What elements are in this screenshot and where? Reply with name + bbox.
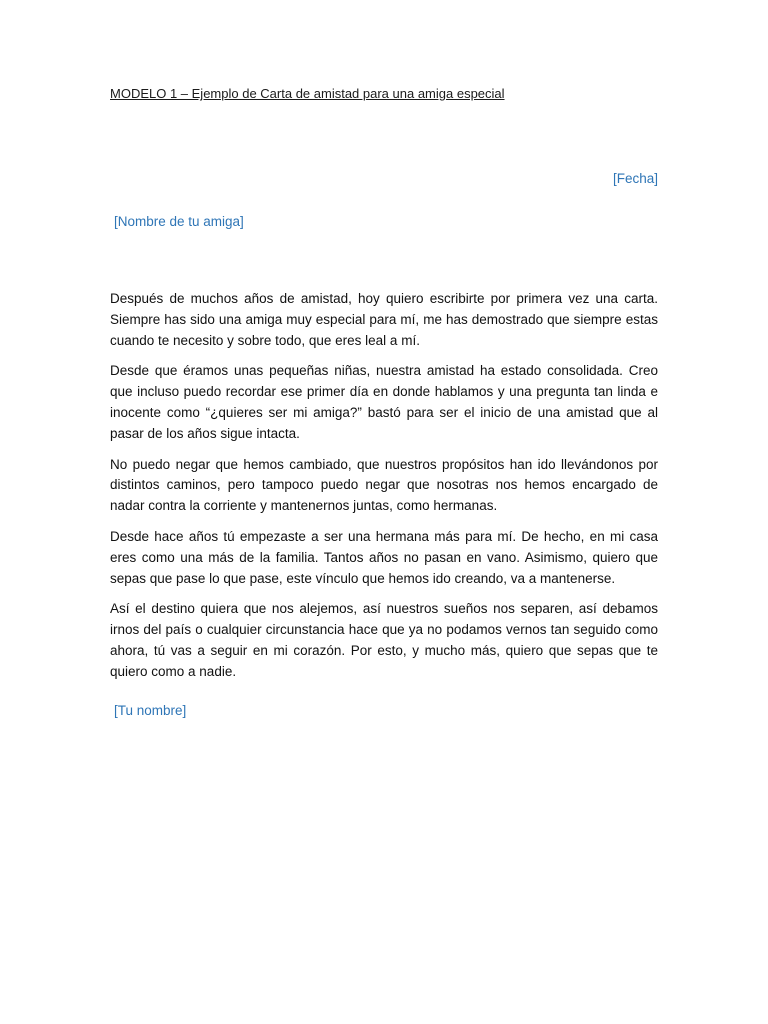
friend-name-placeholder: [Nombre de tu amiga] [114,214,244,229]
document-title: MODELO 1 – Ejemplo de Carta de amistad para una amiga especial [110,86,505,101]
letter-paragraph-2: Desde que éramos unas pequeñas niñas, nuestra amistad ha estado consolidada. Creo que incluso puedo recordar ese primer día en donde hablamos y una pregunta tan linda e inocente como “¿quieres ser mi amiga?” bastó para ser el inicio de una amistad que al pasar de los años sigue intacta. [110,363,658,441]
letter-paragraph-1: Después de muchos años de amistad, hoy quiero escribirte por primera vez una carta. Siempre has sido una amiga muy especial para mí, me has demostrado que siempre estas cuando te necesito y sobre todo, que eres leal a mí. [110,291,658,348]
letter-paragraph-3: No puedo negar que hemos cambiado, que nuestros propósitos han ido llevándonos por distintos caminos, pero tampoco puedo negar que nosotras nos hemos encargado de nadar contra la corriente y mantenernos juntas, como hermanas. [110,456,658,514]
letter-paragraph-5: Así el destino quiera que nos alejemos, así nuestros sueños nos separen, así debamos irnos del país o cualquier circunstancia hace que ya no podamos vernos tan seguido como ahora, tú vas a seguir en mi corazón. Por esto, y mucho más, quiero que sepas que te quiero como a nadie. [110,601,658,679]
date-placeholder: [Fecha] [612,171,658,186]
letter-paragraph-4: Desde hace años tú empezaste a ser una hermana más para mí. De hecho, en mi casa eres como una más de la familia. Tantos años no pasan en vano. Asimismo, quiero que sepas que pase lo que pase, este vínculo que hemos ido creando, va a mantenerse. [110,528,658,586]
signature-placeholder: [Tu nombre] [114,703,187,718]
letter-body [110,289,658,693]
